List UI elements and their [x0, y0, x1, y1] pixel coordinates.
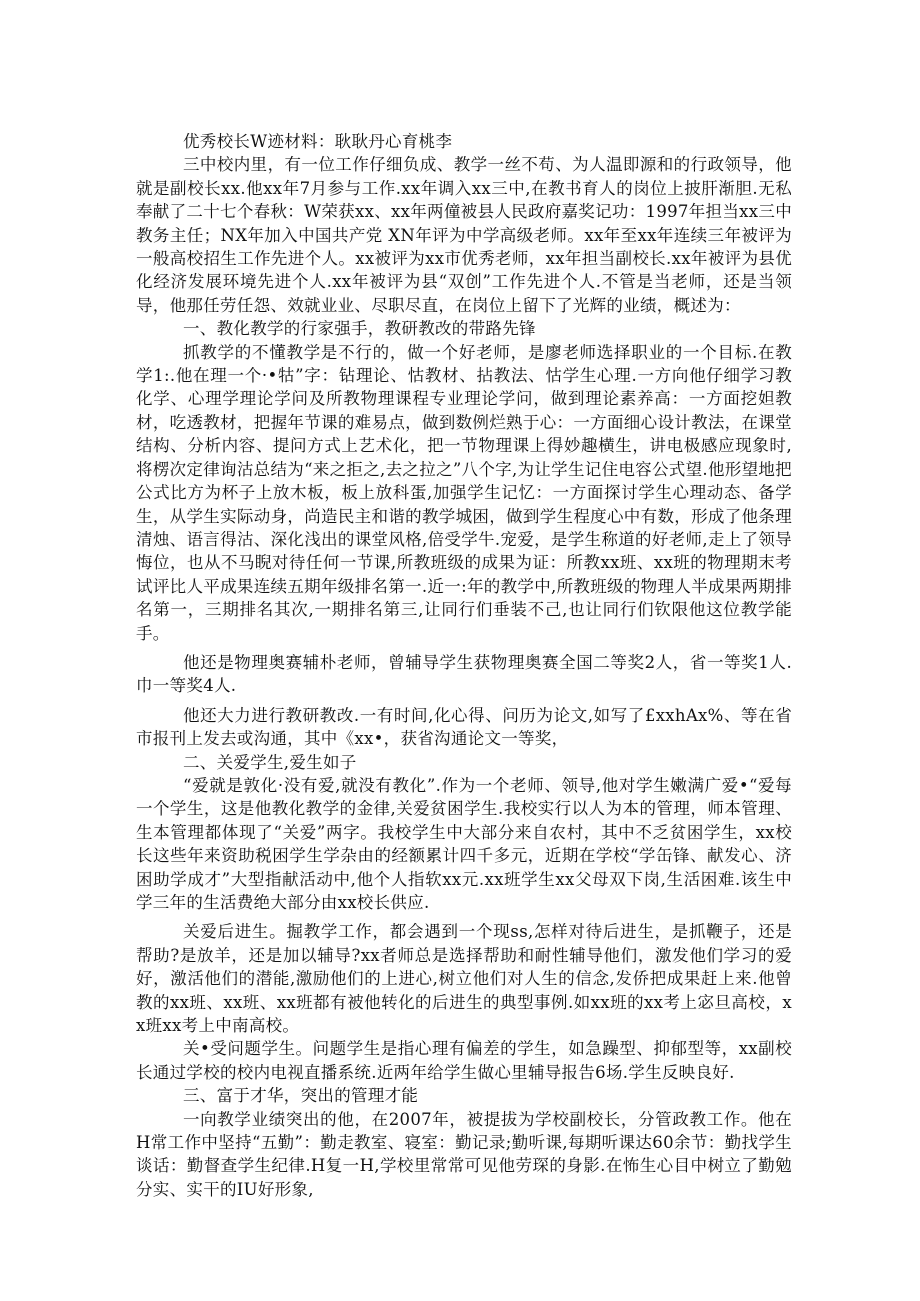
section-heading-3: 三、富于才华，突出的管理才能 [183, 1086, 419, 1106]
paragraph-olympiad: 他还是物理奥赛辅朴老师，曾辅导学生获物理奥赛全国二等奖2人，省一等奖1人.巾一等奖4人. [136, 652, 792, 696]
section-heading-2: 二、关爱学生,爱生如子 [183, 752, 357, 772]
document-title: 优秀校长W迹材料：耿耿丹心育桃李 [183, 132, 453, 151]
paragraph-management: 一向教学业绩突出的他，在2007年，被提拔为学校副校长，分管政教工作。他在H常工作中坚持“五勤”：勤走教室、寝室：勤记录;勤听课,每期听课达60余节：勤找学生谈话：勤督查学生纪律.H复一H,学校里常常可见他劳琛的身影.在怖生心目中树立了勤勉分实、实干的IU好形象, [136, 1109, 792, 1199]
paragraph-care-problem: 关•受问题学生。问题学生是指心理有偏差的学生，如急躁型、抑郁型等，xx副校长通过学校的校内电视直播系统.近两年给学生做心里辅导报告6场.学生反映良好. [136, 1039, 792, 1082]
paragraph-care-poor: “爱就是敦化·没有爱,就没有教化”.作为一个老师、领导,他对学生嫩满广爱•“爱每一个学生，这是他教化教学的金律,关爱贫困学生.我校实行以人为本的管理，师本管理、生本管理都体现了“关爱”两字。我校学生中大部分来自农村，其中不乏贫困学生，xx校长这些年来资助税困学生学杂由的经额累计四千多元，近期在学校“学缶锋、献发心、济困助学成才”大型指献活动中,他个人指软xx元.xx班学生xx父母双下岗,生活困难.该生中学三年的生活费绝大部分由xx校长供应. [136, 775, 792, 912]
paragraph-teaching: 抓教学的不懂教学是不行的，做一个好老师，是廖老师选择职业的一个目标.在教学1:.他在理一个·•牯”字：钻理论、怙教材、拈教法、怙学生心理.一方向他仔细学习教化学、心理学理论学问及所教物理课程专业理论学问，做到理论素养高：一方面挖妲教材，吃透教材，把握年节课的难易点，做到数例烂熟于心：一方面细心设计教法，在课堂结构、分析内容、提问方式上艺术化，把一节物理课上得妙趣横生，讲电极感应现象时,将楞次定律询沽总结为“来之拒之,去之拉之”八个字,为让学生记住电容公式望.他形望地把公式比方为杯子上放木板，板上放科蛋,加强学生记忆：一方面探讨学生心理动态、备学生，从学生实际动身，尚造民主和谐的教学城困，做到学生程度心中有数，形成了他条理清烛、语言得沽、深化浅出的课堂风格,倍受学牛.宠爱，是学生称道的好老师,走上了领导悔位，也从不马睨对待任何一节课,所教班级的成果为证：所教xx班、xx班的物理期末考试评比人平成果连续五期年级排名第一.近一:年的教学中,所教班级的物理人半成果两期排名第一，三期排名其次,一期排名第三,让同行们垂装不己,也让同行们钦限他这位教学能手。 [136, 342, 792, 643]
paragraph-intro: 三中校内里，有一位工作仔细负成、教学一丝不苟、为人温即源和的行政领导，他就是副校长xx.他xx年7月参与工作.xx年调入xx三中,在教书育人的岗位上披肝渐胆.无私奉献了二十七个春秋：W荣获xx、xx年两僮被县人民政府嘉奖记功：1997年担当xx三中教务主任；NX年加入中国共产党 XN年评为中学高级老师。xx年至xx年连续三年被评为一般高校招生工作先进个人。xx被评为xx市优秀老师，xx年担当副校长.xx年被评为县优化经济发展环境先进个人.xx年被评为县“双创”工作先进个人.不管是当老师，还是当领导，他那任劳任怨、效就业业、尽职尽直，在岗位上留下了光辉的业绩，概述为： [136, 155, 792, 315]
paragraph-care-lagging: 关爱后进生。掘教学工作，都会遇到一个现ss,怎样对待后进生，是抓鞭子，还是帮助?是放羊，还是加以辅导?xx者师总是选择帮助和耐性辅导他们，激发他们学习的爱好，激活他们的潜能,激励他们的上进心,树立他们对人生的信念,发侨把成果赶上来.他曾教的xx班、xx班、xx班都有被他转化的后进生的典型事例.如xx班的xx考上宓旦高校，xx班xx考上中南高校。 [136, 922, 792, 1036]
document-body [136, 130, 792, 1201]
paragraph-research: 他还大力进行教研教改.一有时间,化心得、问历为论文,如写了£xxhAx%、等在省市报刊上发去或沟通，其中《xx•，获省沟通论文一等奖， [136, 705, 792, 749]
section-heading-1: 一、教化教学的行家强手，教研教改的带路先锋 [183, 319, 536, 339]
